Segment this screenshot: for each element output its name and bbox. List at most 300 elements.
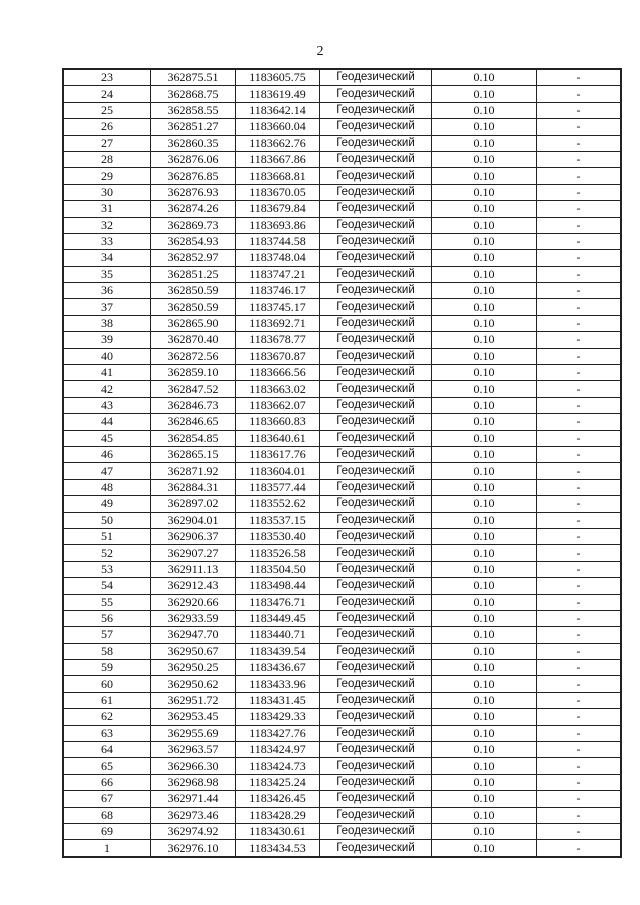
y-coordinate-cell: 1183440.71 [236, 627, 320, 643]
point-number-cell: 39 [63, 332, 151, 348]
table-row [63, 217, 621, 233]
method-cell: Геодезический [320, 69, 432, 86]
point-number-cell: 65 [63, 758, 151, 774]
description-cell: - [537, 201, 622, 217]
accuracy-cell: 0.10 [432, 250, 537, 266]
x-coordinate-cell: 362850.59 [151, 299, 236, 315]
x-coordinate-cell: 362963.57 [151, 742, 236, 758]
x-coordinate-cell: 362897.02 [151, 496, 236, 512]
table-row [63, 201, 621, 217]
accuracy-cell: 0.10 [432, 414, 537, 430]
table-row [63, 332, 621, 348]
method-cell: Геодезический [320, 168, 432, 184]
x-coordinate-cell: 362884.31 [151, 479, 236, 495]
description-cell: - [537, 742, 622, 758]
accuracy-cell: 0.10 [432, 807, 537, 823]
x-coordinate-cell: 362851.25 [151, 266, 236, 282]
description-cell: - [537, 496, 622, 512]
y-coordinate-cell: 1183679.84 [236, 201, 320, 217]
method-cell: Геодезический [320, 610, 432, 626]
table-row [63, 545, 621, 561]
y-coordinate-cell: 1183434.53 [236, 840, 320, 857]
y-coordinate-cell: 1183424.73 [236, 758, 320, 774]
point-number-cell: 56 [63, 610, 151, 626]
description-cell: - [537, 69, 622, 86]
point-number-cell: 69 [63, 823, 151, 839]
y-coordinate-cell: 1183640.61 [236, 430, 320, 446]
accuracy-cell: 0.10 [432, 299, 537, 315]
point-number-cell: 43 [63, 397, 151, 413]
x-coordinate-cell: 362859.10 [151, 365, 236, 381]
table-row [63, 381, 621, 397]
x-coordinate-cell: 362920.66 [151, 594, 236, 610]
table-row [63, 479, 621, 495]
accuracy-cell: 0.10 [432, 233, 537, 249]
accuracy-cell: 0.10 [432, 627, 537, 643]
point-number-cell: 53 [63, 561, 151, 577]
table-row [63, 151, 621, 167]
accuracy-cell: 0.10 [432, 365, 537, 381]
method-cell: Геодезический [320, 151, 432, 167]
y-coordinate-cell: 1183745.17 [236, 299, 320, 315]
y-coordinate-cell: 1183498.44 [236, 578, 320, 594]
accuracy-cell: 0.10 [432, 266, 537, 282]
method-cell: Геодезический [320, 315, 432, 331]
method-cell: Геодезический [320, 283, 432, 299]
table-row [63, 86, 621, 102]
point-number-cell: 32 [63, 217, 151, 233]
table-row [63, 250, 621, 266]
x-coordinate-cell: 362876.85 [151, 168, 236, 184]
y-coordinate-cell: 1183426.45 [236, 791, 320, 807]
description-cell: - [537, 299, 622, 315]
table-row [63, 266, 621, 282]
x-coordinate-cell: 362971.44 [151, 791, 236, 807]
y-coordinate-cell: 1183526.58 [236, 545, 320, 561]
y-coordinate-cell: 1183425.24 [236, 774, 320, 790]
description-cell: - [537, 627, 622, 643]
x-coordinate-cell: 362907.27 [151, 545, 236, 561]
y-coordinate-cell: 1183449.45 [236, 610, 320, 626]
y-coordinate-cell: 1183663.02 [236, 381, 320, 397]
point-number-cell: 24 [63, 86, 151, 102]
x-coordinate-cell: 362846.65 [151, 414, 236, 430]
x-coordinate-cell: 362950.25 [151, 660, 236, 676]
y-coordinate-cell: 1183666.56 [236, 365, 320, 381]
x-coordinate-cell: 362912.43 [151, 578, 236, 594]
table-row [63, 758, 621, 774]
x-coordinate-cell: 362968.98 [151, 774, 236, 790]
x-coordinate-cell: 362868.75 [151, 86, 236, 102]
point-number-cell: 40 [63, 348, 151, 364]
method-cell: Геодезический [320, 496, 432, 512]
description-cell: - [537, 791, 622, 807]
method-cell: Геодезический [320, 692, 432, 708]
x-coordinate-cell: 362950.67 [151, 643, 236, 659]
coordinates-table-body [63, 69, 621, 857]
method-cell: Геодезический [320, 479, 432, 495]
accuracy-cell: 0.10 [432, 791, 537, 807]
accuracy-cell: 0.10 [432, 151, 537, 167]
method-cell: Геодезический [320, 742, 432, 758]
table-row [63, 709, 621, 725]
point-number-cell: 58 [63, 643, 151, 659]
accuracy-cell: 0.10 [432, 742, 537, 758]
accuracy-cell: 0.10 [432, 348, 537, 364]
table-row [63, 840, 621, 857]
y-coordinate-cell: 1183504.50 [236, 561, 320, 577]
description-cell: - [537, 381, 622, 397]
point-number-cell: 68 [63, 807, 151, 823]
point-number-cell: 62 [63, 709, 151, 725]
description-cell: - [537, 332, 622, 348]
table-row [63, 610, 621, 626]
accuracy-cell: 0.10 [432, 823, 537, 839]
table-row [63, 496, 621, 512]
description-cell: - [537, 594, 622, 610]
point-number-cell: 38 [63, 315, 151, 331]
table-row [63, 807, 621, 823]
y-coordinate-cell: 1183427.76 [236, 725, 320, 741]
y-coordinate-cell: 1183530.40 [236, 528, 320, 544]
y-coordinate-cell: 1183439.54 [236, 643, 320, 659]
table-row [63, 578, 621, 594]
description-cell: - [537, 217, 622, 233]
point-number-cell: 34 [63, 250, 151, 266]
description-cell: - [537, 348, 622, 364]
table-row [63, 119, 621, 135]
accuracy-cell: 0.10 [432, 594, 537, 610]
table-row [63, 660, 621, 676]
description-cell: - [537, 709, 622, 725]
method-cell: Геодезический [320, 643, 432, 659]
y-coordinate-cell: 1183617.76 [236, 446, 320, 462]
accuracy-cell: 0.10 [432, 381, 537, 397]
accuracy-cell: 0.10 [432, 119, 537, 135]
y-coordinate-cell: 1183619.49 [236, 86, 320, 102]
y-coordinate-cell: 1183670.87 [236, 348, 320, 364]
accuracy-cell: 0.10 [432, 660, 537, 676]
method-cell: Геодезический [320, 840, 432, 857]
y-coordinate-cell: 1183746.17 [236, 283, 320, 299]
table-row [63, 594, 621, 610]
table-row [63, 692, 621, 708]
method-cell: Геодезический [320, 135, 432, 151]
method-cell: Геодезический [320, 250, 432, 266]
method-cell: Геодезический [320, 446, 432, 462]
y-coordinate-cell: 1183476.71 [236, 594, 320, 610]
method-cell: Геодезический [320, 102, 432, 118]
point-number-cell: 30 [63, 184, 151, 200]
method-cell: Геодезический [320, 578, 432, 594]
description-cell: - [537, 463, 622, 479]
x-coordinate-cell: 362911.13 [151, 561, 236, 577]
accuracy-cell: 0.10 [432, 102, 537, 118]
x-coordinate-cell: 362851.27 [151, 119, 236, 135]
x-coordinate-cell: 362854.85 [151, 430, 236, 446]
description-cell: - [537, 512, 622, 528]
point-number-cell: 28 [63, 151, 151, 167]
method-cell: Геодезический [320, 299, 432, 315]
description-cell: - [537, 233, 622, 249]
method-cell: Геодезический [320, 381, 432, 397]
x-coordinate-cell: 362870.40 [151, 332, 236, 348]
point-number-cell: 47 [63, 463, 151, 479]
accuracy-cell: 0.10 [432, 676, 537, 692]
method-cell: Геодезический [320, 545, 432, 561]
description-cell: - [537, 102, 622, 118]
description-cell: - [537, 774, 622, 790]
accuracy-cell: 0.10 [432, 430, 537, 446]
point-number-cell: 54 [63, 578, 151, 594]
table-row [63, 233, 621, 249]
point-number-cell: 64 [63, 742, 151, 758]
table-row [63, 528, 621, 544]
table-row [63, 414, 621, 430]
description-cell: - [537, 414, 622, 430]
y-coordinate-cell: 1183662.76 [236, 135, 320, 151]
table-row [63, 430, 621, 446]
description-cell: - [537, 807, 622, 823]
point-number-cell: 51 [63, 528, 151, 544]
table-row [63, 774, 621, 790]
method-cell: Геодезический [320, 86, 432, 102]
description-cell: - [537, 446, 622, 462]
x-coordinate-cell: 362974.92 [151, 823, 236, 839]
x-coordinate-cell: 362874.26 [151, 201, 236, 217]
table-row [63, 676, 621, 692]
x-coordinate-cell: 362876.93 [151, 184, 236, 200]
x-coordinate-cell: 362846.73 [151, 397, 236, 413]
accuracy-cell: 0.10 [432, 332, 537, 348]
x-coordinate-cell: 362933.59 [151, 610, 236, 626]
point-number-cell: 29 [63, 168, 151, 184]
method-cell: Геодезический [320, 512, 432, 528]
accuracy-cell: 0.10 [432, 69, 537, 86]
point-number-cell: 37 [63, 299, 151, 315]
description-cell: - [537, 250, 622, 266]
method-cell: Геодезический [320, 233, 432, 249]
table-row [63, 397, 621, 413]
x-coordinate-cell: 362869.73 [151, 217, 236, 233]
y-coordinate-cell: 1183660.83 [236, 414, 320, 430]
x-coordinate-cell: 362872.56 [151, 348, 236, 364]
method-cell: Геодезический [320, 348, 432, 364]
table-row [63, 725, 621, 741]
method-cell: Геодезический [320, 217, 432, 233]
table-row [63, 643, 621, 659]
method-cell: Геодезический [320, 561, 432, 577]
accuracy-cell: 0.10 [432, 496, 537, 512]
point-number-cell: 49 [63, 496, 151, 512]
x-coordinate-cell: 362860.35 [151, 135, 236, 151]
y-coordinate-cell: 1183747.21 [236, 266, 320, 282]
accuracy-cell: 0.10 [432, 578, 537, 594]
method-cell: Геодезический [320, 594, 432, 610]
x-coordinate-cell: 362858.55 [151, 102, 236, 118]
y-coordinate-cell: 1183429.33 [236, 709, 320, 725]
point-number-cell: 48 [63, 479, 151, 495]
y-coordinate-cell: 1183605.75 [236, 69, 320, 86]
accuracy-cell: 0.10 [432, 758, 537, 774]
point-number-cell: 63 [63, 725, 151, 741]
method-cell: Геодезический [320, 414, 432, 430]
x-coordinate-cell: 362976.10 [151, 840, 236, 857]
method-cell: Геодезический [320, 676, 432, 692]
description-cell: - [537, 692, 622, 708]
accuracy-cell: 0.10 [432, 479, 537, 495]
accuracy-cell: 0.10 [432, 397, 537, 413]
x-coordinate-cell: 362875.51 [151, 69, 236, 86]
y-coordinate-cell: 1183604.01 [236, 463, 320, 479]
method-cell: Геодезический [320, 725, 432, 741]
point-number-cell: 23 [63, 69, 151, 86]
table-row [63, 102, 621, 118]
accuracy-cell: 0.10 [432, 725, 537, 741]
point-number-cell: 31 [63, 201, 151, 217]
y-coordinate-cell: 1183748.04 [236, 250, 320, 266]
description-cell: - [537, 578, 622, 594]
x-coordinate-cell: 362850.59 [151, 283, 236, 299]
y-coordinate-cell: 1183577.44 [236, 479, 320, 495]
point-number-cell: 52 [63, 545, 151, 561]
method-cell: Геодезический [320, 709, 432, 725]
description-cell: - [537, 283, 622, 299]
point-number-cell: 66 [63, 774, 151, 790]
y-coordinate-cell: 1183678.77 [236, 332, 320, 348]
method-cell: Геодезический [320, 528, 432, 544]
point-number-cell: 26 [63, 119, 151, 135]
accuracy-cell: 0.10 [432, 463, 537, 479]
y-coordinate-cell: 1183668.81 [236, 168, 320, 184]
description-cell: - [537, 660, 622, 676]
x-coordinate-cell: 362854.93 [151, 233, 236, 249]
point-number-cell: 42 [63, 381, 151, 397]
table-row [63, 299, 621, 315]
table-row [63, 135, 621, 151]
y-coordinate-cell: 1183744.58 [236, 233, 320, 249]
description-cell: - [537, 479, 622, 495]
y-coordinate-cell: 1183552.62 [236, 496, 320, 512]
table-row [63, 463, 621, 479]
x-coordinate-cell: 362847.52 [151, 381, 236, 397]
y-coordinate-cell: 1183430.61 [236, 823, 320, 839]
table-row [63, 365, 621, 381]
y-coordinate-cell: 1183428.29 [236, 807, 320, 823]
coordinates-table [62, 68, 622, 858]
x-coordinate-cell: 362951.72 [151, 692, 236, 708]
point-number-cell: 55 [63, 594, 151, 610]
point-number-cell: 35 [63, 266, 151, 282]
description-cell: - [537, 86, 622, 102]
method-cell: Геодезический [320, 791, 432, 807]
point-number-cell: 61 [63, 692, 151, 708]
table-row [63, 168, 621, 184]
point-number-cell: 44 [63, 414, 151, 430]
table-row [63, 512, 621, 528]
accuracy-cell: 0.10 [432, 709, 537, 725]
y-coordinate-cell: 1183433.96 [236, 676, 320, 692]
y-coordinate-cell: 1183431.45 [236, 692, 320, 708]
accuracy-cell: 0.10 [432, 168, 537, 184]
description-cell: - [537, 266, 622, 282]
accuracy-cell: 0.10 [432, 184, 537, 200]
accuracy-cell: 0.10 [432, 283, 537, 299]
method-cell: Геодезический [320, 184, 432, 200]
method-cell: Геодезический [320, 365, 432, 381]
table-row [63, 184, 621, 200]
accuracy-cell: 0.10 [432, 774, 537, 790]
method-cell: Геодезический [320, 463, 432, 479]
method-cell: Геодезический [320, 397, 432, 413]
point-number-cell: 60 [63, 676, 151, 692]
description-cell: - [537, 561, 622, 577]
point-number-cell: 25 [63, 102, 151, 118]
method-cell: Геодезический [320, 332, 432, 348]
accuracy-cell: 0.10 [432, 692, 537, 708]
description-cell: - [537, 315, 622, 331]
accuracy-cell: 0.10 [432, 610, 537, 626]
x-coordinate-cell: 362876.06 [151, 151, 236, 167]
table-row [63, 283, 621, 299]
table-row [63, 446, 621, 462]
x-coordinate-cell: 362950.62 [151, 676, 236, 692]
y-coordinate-cell: 1183660.04 [236, 119, 320, 135]
x-coordinate-cell: 362865.90 [151, 315, 236, 331]
y-coordinate-cell: 1183693.86 [236, 217, 320, 233]
x-coordinate-cell: 362973.46 [151, 807, 236, 823]
x-coordinate-cell: 362947.70 [151, 627, 236, 643]
table-row [63, 823, 621, 839]
x-coordinate-cell: 362955.69 [151, 725, 236, 741]
accuracy-cell: 0.10 [432, 561, 537, 577]
point-number-cell: 45 [63, 430, 151, 446]
table-row [63, 742, 621, 758]
description-cell: - [537, 135, 622, 151]
method-cell: Геодезический [320, 266, 432, 282]
point-number-cell: 57 [63, 627, 151, 643]
accuracy-cell: 0.10 [432, 643, 537, 659]
table-row [63, 348, 621, 364]
point-number-cell: 1 [63, 840, 151, 857]
description-cell: - [537, 643, 622, 659]
table-row [63, 791, 621, 807]
description-cell: - [537, 676, 622, 692]
point-number-cell: 67 [63, 791, 151, 807]
method-cell: Геодезический [320, 823, 432, 839]
description-cell: - [537, 528, 622, 544]
y-coordinate-cell: 1183667.86 [236, 151, 320, 167]
method-cell: Геодезический [320, 807, 432, 823]
accuracy-cell: 0.10 [432, 86, 537, 102]
method-cell: Геодезический [320, 758, 432, 774]
description-cell: - [537, 840, 622, 857]
accuracy-cell: 0.10 [432, 217, 537, 233]
page-number: 2 [316, 44, 324, 59]
description-cell: - [537, 119, 622, 135]
x-coordinate-cell: 362966.30 [151, 758, 236, 774]
x-coordinate-cell: 362865.15 [151, 446, 236, 462]
description-cell: - [537, 758, 622, 774]
accuracy-cell: 0.10 [432, 528, 537, 544]
table-row [63, 627, 621, 643]
description-cell: - [537, 430, 622, 446]
description-cell: - [537, 545, 622, 561]
x-coordinate-cell: 362906.37 [151, 528, 236, 544]
method-cell: Геодезический [320, 430, 432, 446]
point-number-cell: 59 [63, 660, 151, 676]
y-coordinate-cell: 1183642.14 [236, 102, 320, 118]
